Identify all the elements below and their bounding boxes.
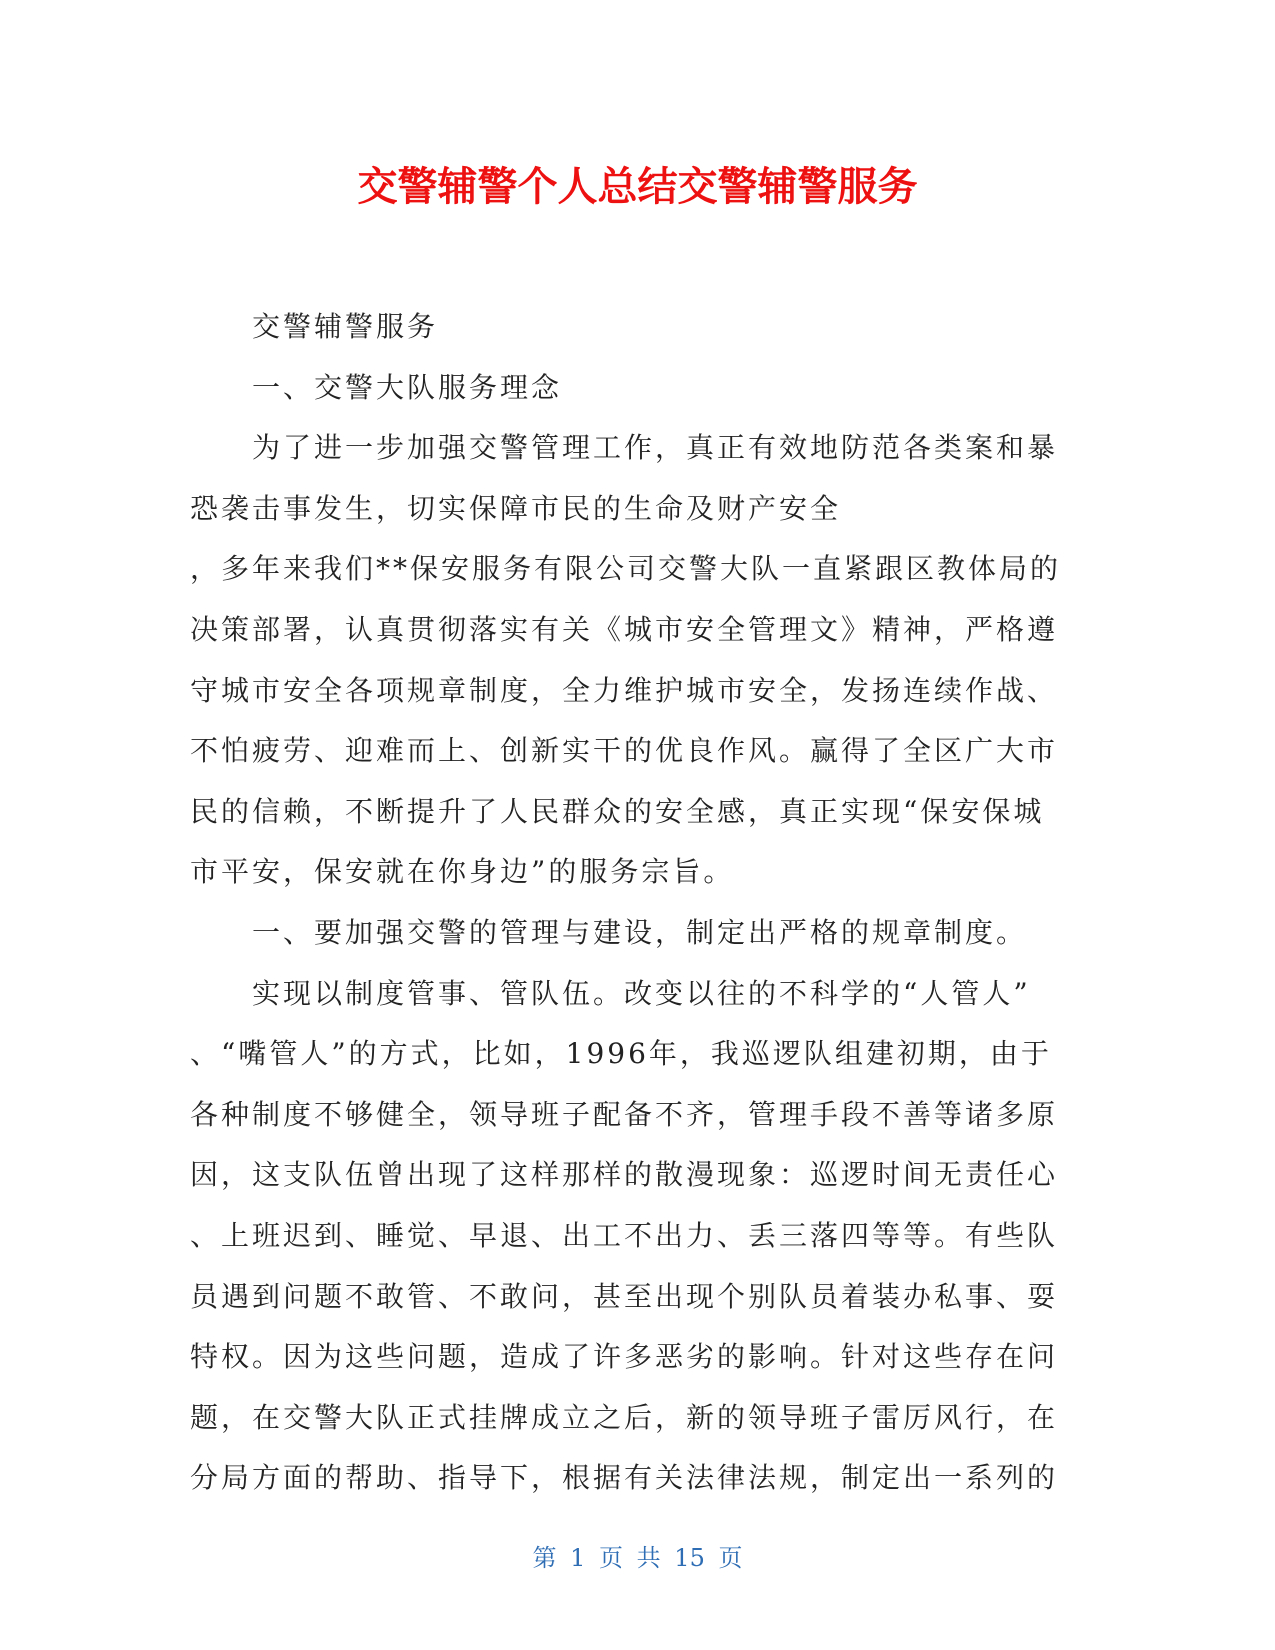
page-number-footer: 第 1 页 共 15 页 — [532, 1544, 743, 1572]
body-text-line: 分局方面的帮助、指导下，根据有关法律法规，制定出一系列的 — [190, 1461, 1059, 1495]
body-text-line: 题，在交警大队正式挂牌成立之后，新的领导班子雷厉风行，在 — [190, 1400, 1059, 1434]
body-text-line: 市平安，保安就在你身边”的服务宗旨。 — [190, 855, 735, 889]
document-body — [190, 297, 1060, 1509]
body-text-line: 员遇到问题不敢管、不敢问，甚至出现个别队员着装办私事、耍 — [190, 1279, 1059, 1313]
body-text-line: 守城市安全各项规章制度，全力维护城市安全，发扬连续作战、 — [190, 673, 1059, 707]
document-title: 交警辅警个人总结交警辅警服务 — [357, 164, 918, 210]
body-text-line: 不怕疲劳、迎难而上、创新实干的优良作风。赢得了全区广大市 — [190, 734, 1059, 768]
body-text-line: 一、要加强交警的管理与建设，制定出严格的规章制度。 — [252, 915, 1028, 949]
body-text-line: 、“嘴管人”的方式，比如，1996年，我巡逻队组建初期，由于 — [190, 1037, 1052, 1071]
body-text-line: 特权。因为这些问题，造成了许多恶劣的影响。针对这些存在问 — [190, 1340, 1059, 1374]
body-text-line: 民的信赖，不断提升了人民群众的安全感，真正实现“保安保城 — [190, 794, 1045, 828]
body-text-line: 各种制度不够健全，领导班子配备不齐，管理手段不善等诸多原 — [190, 1097, 1059, 1131]
body-text-line: 一、交警大队服务理念 — [252, 370, 563, 404]
body-text-line: 为了进一步加强交警管理工作，真正有效地防范各类案和暴 — [252, 431, 1059, 465]
body-text-line: 因，这支队伍曾出现了这样那样的散漫现象：巡逻时间无责任心 — [190, 1158, 1059, 1192]
body-text-line: 决策部署，认真贯彻落实有关《城市安全管理文》精神，严格遵 — [190, 612, 1059, 646]
body-text-line: 实现以制度管事、管队伍。改变以往的不科学的“人管人” — [252, 976, 1031, 1010]
body-text-line: ，多年来我们**保安服务有限公司交警大队一直紧跟区教体局的 — [190, 552, 1062, 586]
body-text-line: 恐袭击事发生，切实保障市民的生命及财产安全 — [190, 491, 842, 525]
body-text-line: 交警辅警服务 — [252, 310, 439, 343]
body-text-line: 、上班迟到、睡觉、早退、出工不出力、丢三落四等等。有些队 — [190, 1218, 1059, 1252]
